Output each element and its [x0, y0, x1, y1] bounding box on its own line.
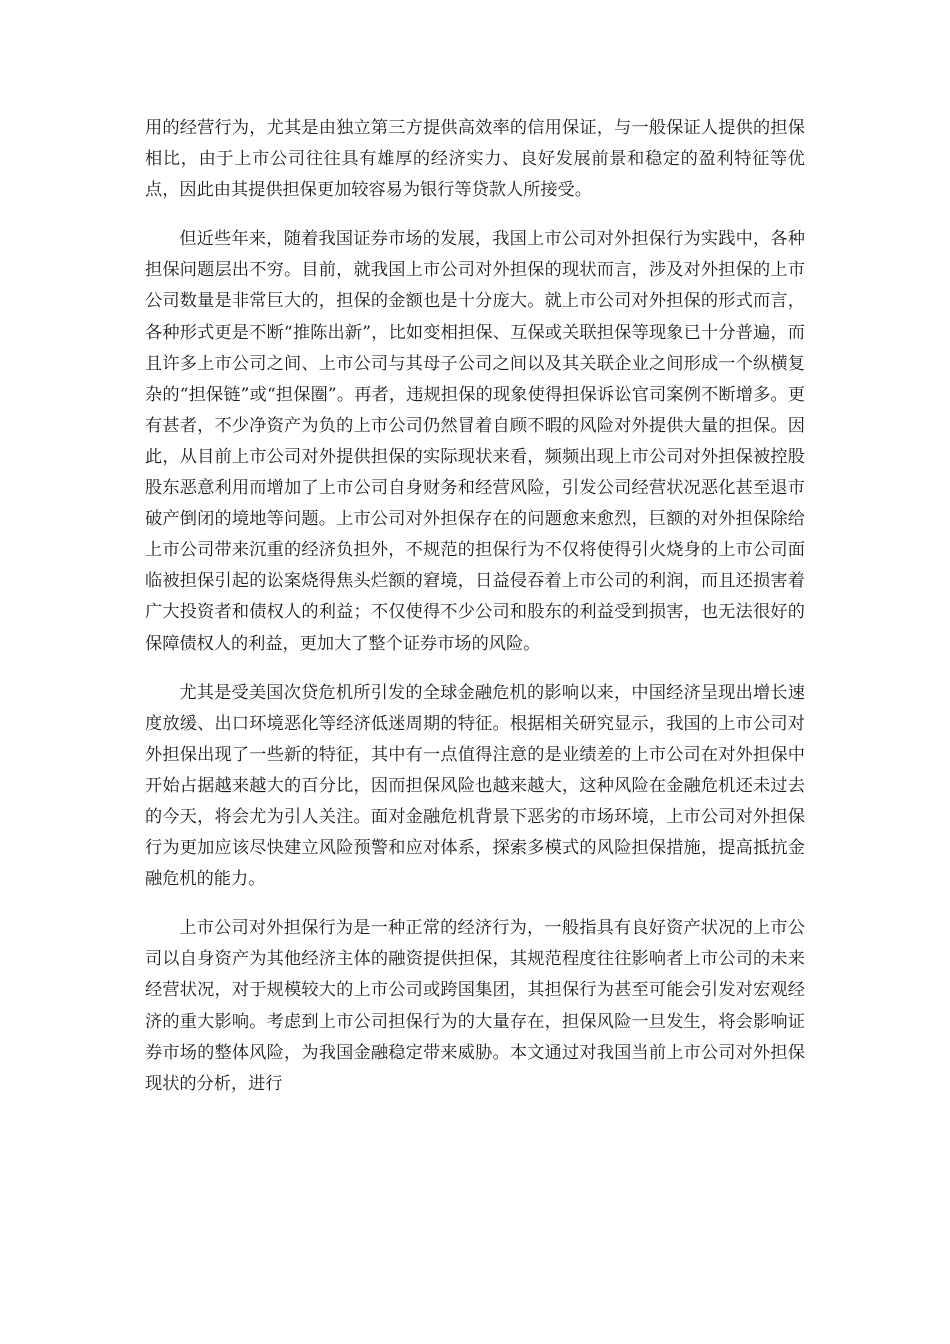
- paragraph-gap: [145, 895, 805, 913]
- paragraph-3: 尤其是受美国次贷危机所引发的全球金融危机的影响以来，中国经济呈现出增长速度放缓、出口环境恶化等经济低迷周期的特征。根据相关研究显示，我国的上市公司对外担保出现了一些新的特征，其中有一点值得注意的是业绩差的上市公司在对外担保中开始占据越来越大的百分比，因而担保风险也越来越大，这种风险在金融危机还未过去的今天，将会尤为引人关注。面对金融危机背景下恶劣的市场环境，上市公司对外担保行为更加应该尽快建立风险预警和应对体系，探索多模式的风险担保措施，提高抵抗金融危机的能力。: [145, 682, 805, 890]
- paragraph-gap: [145, 206, 805, 224]
- paragraph-2: 但近些年来，随着我国证券市场的发展，我国上市公司对外担保行为实践中，各种担保问题层出不穷。目前，就我国上市公司对外担保的现状而言，涉及对外担保的上市公司数量是非常巨大的，担保的金额也是十分庞大。就上市公司对外担保的形式而言，各种形式更是不断“推陈出新”，比如变相担保、互保或关联担保等现象已十分普遍，而且许多上市公司之间、上市公司与其母子公司之间以及其关联企业之间形成一个纵横复杂的“担保链”或“担保圈”。再者，违规担保的现象使得担保诉讼官司案例不断增多。更有甚者，不少净资产为负的上市公司仍然冒着自顾不暇的风险对外提供大量的担保。因此，从目前上市公司对外提供担保的实际现状来看，频频出现上市公司对外担保被控股股东恶意利用而增加了上市公司自身财务和经营风险，引发公司经营状况恶化甚至退市破产倒闭的境地等问题。上市公司对外担保存在的问题愈来愈烈，巨额的对外担保除给上市公司带来沉重的经济负担外，不规范的担保行为不仅将使得引火烧身的上市公司面临被担保引起的讼案烧得焦头烂额的窘境，日益侵吞着上市公司的利润，而且还损害着广大投资者和债权人的利益；不仅使得不少公司和股东的利益受到损害，也无法很好的保障债权人的利益，更加大了整个证券市场的风险。: [145, 229, 805, 654]
- paragraph-gap: [145, 660, 805, 678]
- paragraph-1: 用的经营行为，尤其是由独立第三方提供高效率的信用保证，与一般保证人提供的担保相比，由于上市公司往往具有雄厚的经济实力、良好发展前景和稳定的盈利特征等优点，因此由其提供担保更加较容易为银行等贷款人所接受。: [145, 118, 805, 201]
- document-body: [145, 113, 805, 1100]
- paragraph-4: 上市公司对外担保行为是一种正常的经济行为，一般指具有良好资产状况的上市公司以自身资产为其他经济主体的融资提供担保，其规范程度往往影响者上市公司的未来经营状况，对于规模较大的上市公司或跨国集团，其担保行为甚至可能会引发对宏观经济的重大影响。考虑到上市公司担保行为的大量存在，担保风险一旦发生，将会影响证券市场的整体风险，为我国金融稳定带来威胁。本文通过对我国当前上市公司对外担保现状的分析，进行: [145, 918, 805, 1094]
